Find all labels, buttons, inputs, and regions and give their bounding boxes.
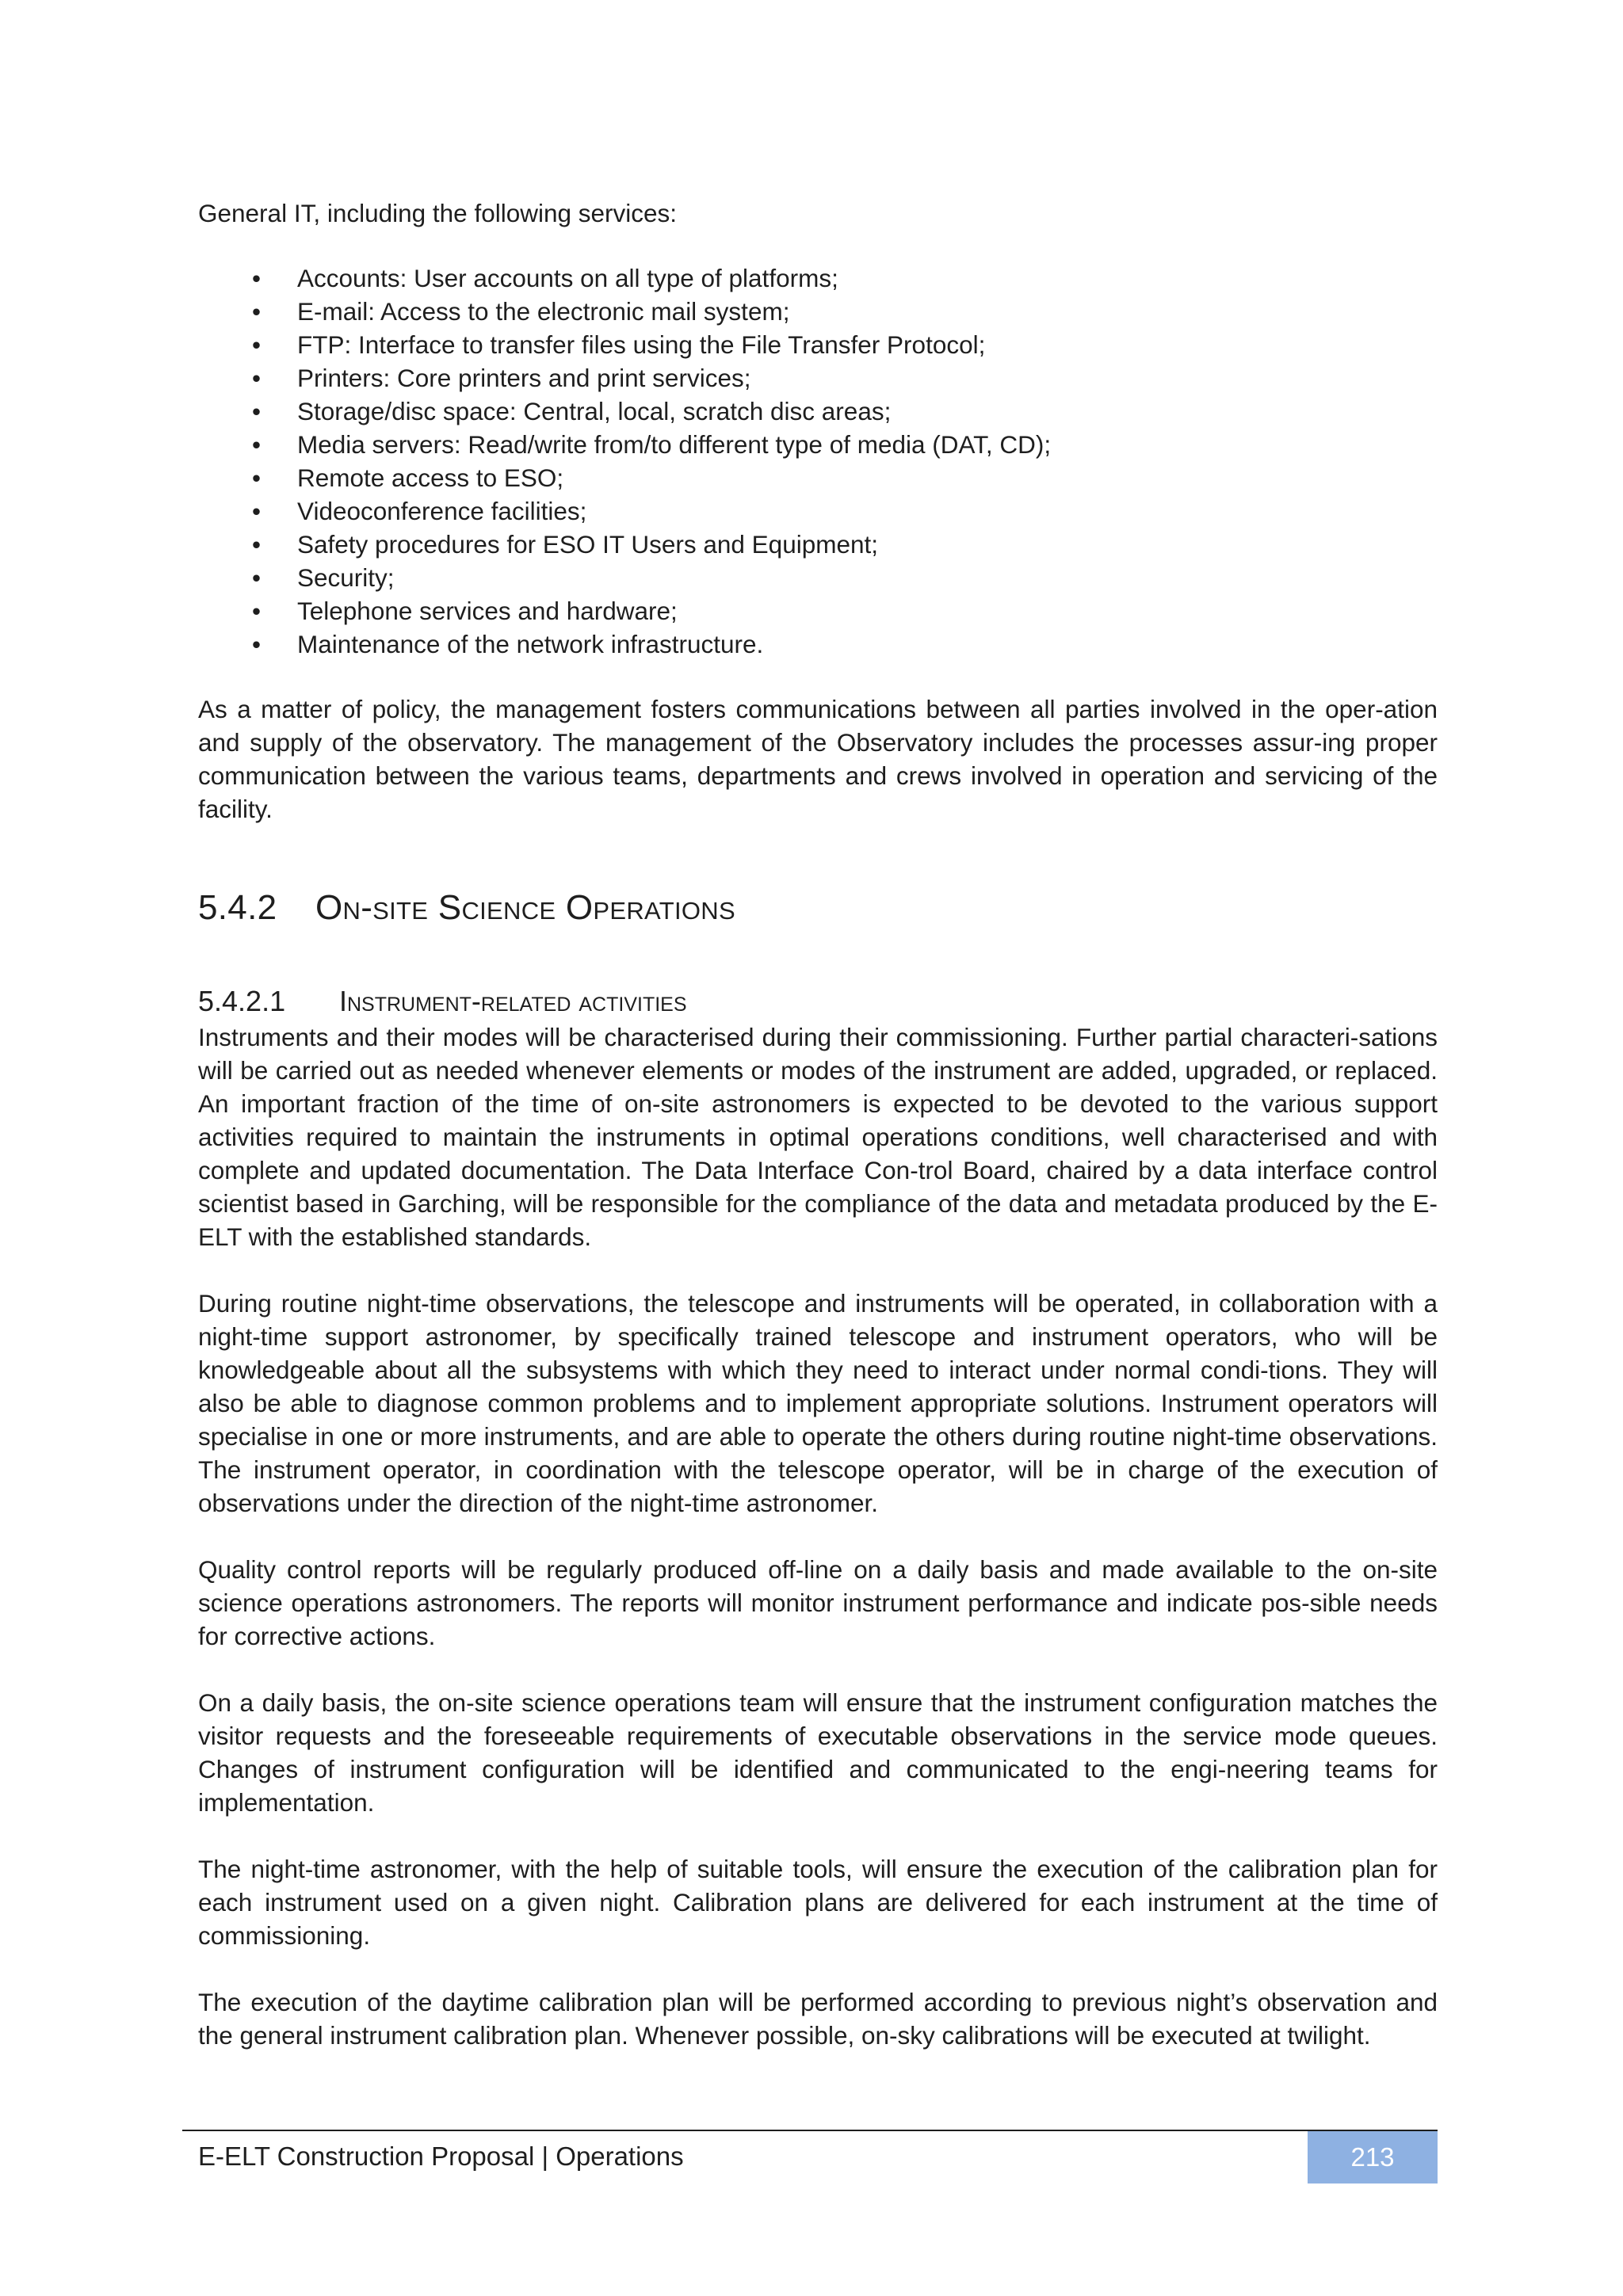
list-item: • Telephone services and hardware; [198, 594, 1438, 627]
bullet-icon: • [252, 497, 262, 525]
section-title: On-site Science Operations [315, 888, 735, 927]
list-item: • Remote access to ESO; [198, 461, 1438, 494]
paragraph-calibration-plan: The night-time astronomer, with the help of suitable tools, will ensure the execution of the calibration plan for each instrument used on a given night. Calibration plans are delivered for each instrument at the time of commissioning. [198, 1855, 1438, 1950]
paragraph-daytime-calibration: The execution of the daytime calibration plan will be performed according to previous night’s observation and the general instrument calibration plan. Whenever possible, on-sky calibrations will be executed at twilight. [198, 1988, 1438, 2050]
paragraph-characterisation: Instruments and their modes will be characterised during their commissioning. Further partial characteri-sations will be carried out as needed whenever elements or modes of the instrument are added, upgraded, or replaced. An important fraction of the time of on-site astronomers is expected to be devoted to the various support activities required to maintain the instruments in optimal operations conditions, well characterised and with complete and updated documentation. The Data Interface Con-trol Board, chaired by a data interface control scientist based in Garching, will be responsible for the compliance of the data and metadata produced by the E-ELT with the established standards. [198, 1023, 1438, 1251]
bullet-icon: • [252, 397, 262, 425]
section-heading [198, 887, 1438, 929]
bullet-icon: • [252, 630, 262, 658]
list-item: • Accounts: User accounts on all type of platforms; [198, 261, 1438, 295]
bullet-icon: • [252, 597, 262, 625]
services-list [198, 261, 1438, 661]
paragraph-configuration: On a daily basis, the on-site science operations team will ensure that the instrument configuration matches the visitor requests and the foreseeable requirements of executable observations in the service mode queues. Changes of instrument configuration will be identified and communicated to the engi-neering teams for implementation. [198, 1688, 1438, 1817]
list-item: • Storage/disc space: Central, local, scratch disc areas; [198, 395, 1438, 428]
paragraph-night-observations: During routine night-time observations, the telescope and instruments will be operated, in collaboration with a night-time support astronomer, by specifically trained telescope and instrument operators, who will be knowledgeable about all the subsystems with which they need to interact under normal condi-tions. They will also be able to diagnose common problems and to implement appropriate solutions. Instrument operators will specialise in one or more instruments, and are able to operate the others during routine night-time observations. The instrument operator, in coordination with the telescope operator, will be in charge of the execution of observations under the direction of the night-time astronomer. [198, 1289, 1438, 1517]
bullet-icon: • [252, 463, 262, 492]
subsection-number: 5.4.2.1 [198, 985, 286, 1017]
bullet-icon: • [252, 430, 262, 459]
bullet-icon: • [252, 530, 262, 559]
list-item: • Printers: Core printers and print services; [198, 361, 1438, 395]
list-item: • Maintenance of the network infrastructure. [198, 627, 1438, 661]
policy-paragraph: As a matter of policy, the management fosters communications between all parties involved in the oper-ation and supply of the observatory. The management of the Observatory includes the processes assur-ing proper communication between the various teams, departments and crews involved in operation and servicing of the facility. [198, 695, 1438, 823]
list-item: • Safety procedures for ESO IT Users and Equipment; [198, 528, 1438, 561]
list-item: • Security; [198, 561, 1438, 594]
footer-divider [182, 2130, 1438, 2131]
page-body [198, 196, 1438, 2052]
footer-title: E-ELT Construction Proposal | Operations [198, 2142, 684, 2171]
list-item: • Media servers: Read/write from/to different type of media (DAT, CD); [198, 428, 1438, 461]
bullet-icon: • [252, 563, 262, 592]
bullet-icon: • [252, 364, 262, 392]
bullet-icon: • [252, 330, 262, 359]
paragraph-quality-control: Quality control reports will be regularly produced off-line on a daily basis and made available to the on-site science operations astronomers. The reports will monitor instrument performance and indicate pos-sible needs for corrective actions. [198, 1555, 1438, 1650]
list-item: • FTP: Interface to transfer files using the File Transfer Protocol; [198, 328, 1438, 361]
bullet-icon: • [252, 297, 262, 326]
list-item: • Videoconference facilities; [198, 494, 1438, 528]
subsection-title: Instrument-related activities [339, 985, 687, 1017]
section-number: 5.4.2 [198, 888, 277, 927]
list-item: • E-mail: Access to the electronic mail system; [198, 295, 1438, 328]
subsection-heading [198, 984, 1438, 1019]
intro-text: General IT, including the following services: [198, 199, 678, 227]
page-number-badge: 213 [1308, 2131, 1438, 2183]
bullet-icon: • [252, 264, 262, 292]
